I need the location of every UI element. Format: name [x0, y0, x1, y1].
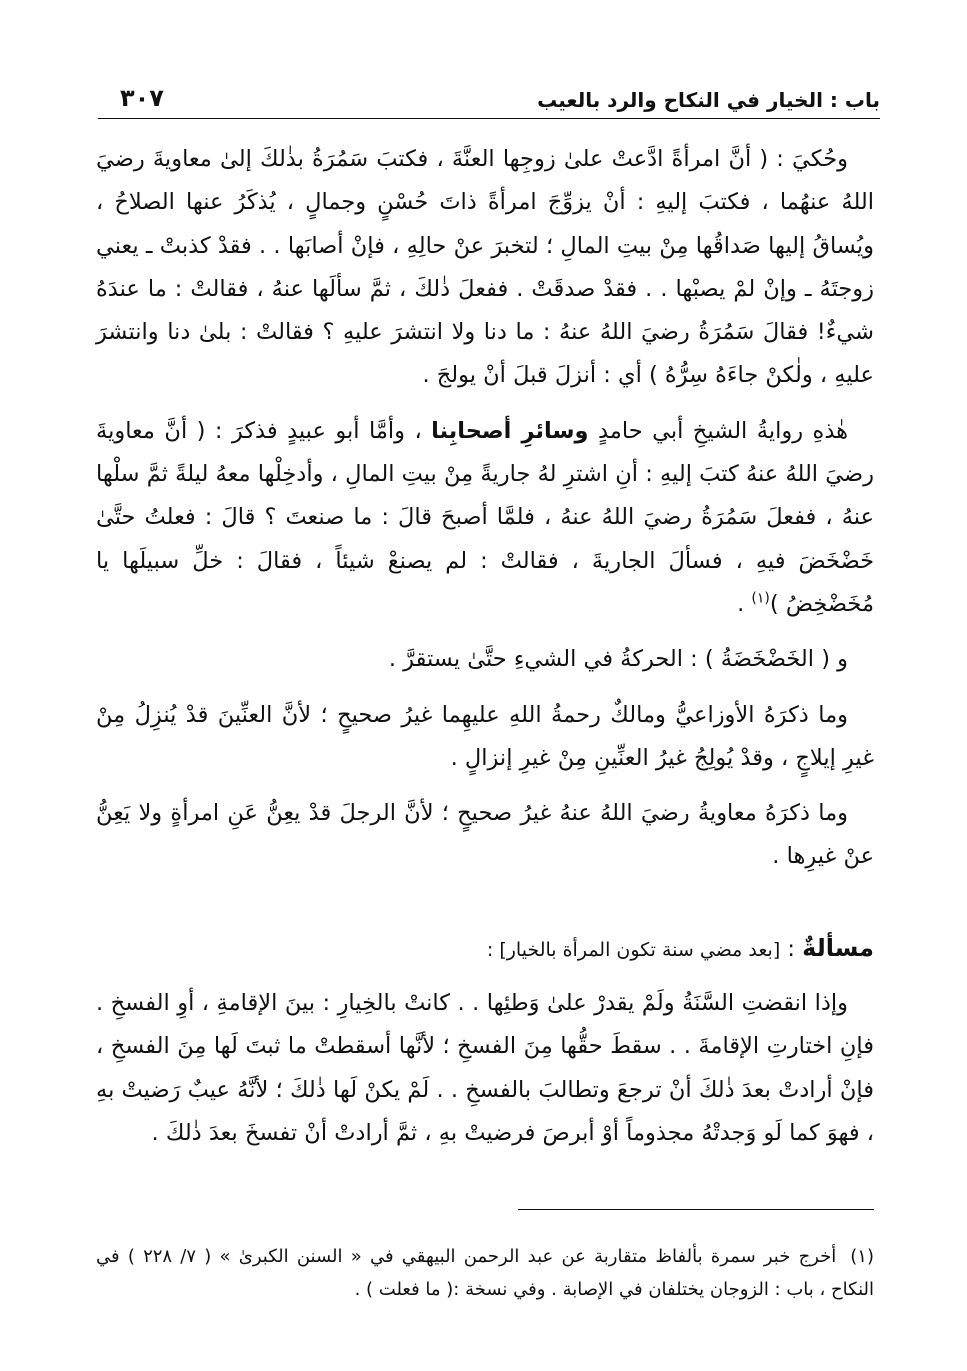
- riwaya-text-main: ، وأمَّا أبو عبيدٍ فذكرَ : ( أنَّ معاويةَ رضيَ اللهُ عنهُ كتبَ إليهِ : أنِ اشترِ لهُ جاريةً مِنْ بيتِ المالِ ، وأدخِلْها معهُ ليلةً ثمَّ سلْها عنهُ ، ففعلَ سَمُرَةُ رضيَ اللهُ عنهُ ، فلمَّا أصبحَ قالَ : ما صنعتَ ؟ قالَ : فعلتُ حتَّىٰ خَضْخَضَ فيهِ ، فسألَ الجاريةَ ، فقالتْ : لم يصنعْ شيئاً ، فقالَ : خلِّ سبيلَها يا مُخَضْخِضُ ): [96, 417, 874, 617]
- paragraph-hikaya: وحُكيَ : ( أنَّ امرأةً ادَّعتْ علىٰ زوجِها العنَّةَ ، فكتبَ سَمُرَةُ بذٰلكَ إلىٰ معاويةَ رضيَ اللهُ عنهُما ، فكتبَ إليهِ : أنْ يزوِّجَ امرأةً ذاتَ حُسْنٍ وجمالٍ ، يُذكَرُ عنها الصلاحُ ، ويُساقُ إليها صَداقُها مِنْ بيتِ المالِ ؛ لتخبرَ عنْ حالِهِ ، فإنْ أصابَها . . فقدْ كذبتْ ـ يعني زوجتَهُ ـ وإنْ لمْ يصبْها . . فقدْ صدقَتْ . ففعلَ ذٰلكَ ، ثمَّ سألَها عنهُ ، فقالتْ : ما عندَهُ شيءٌ! فقالَ سَمُرَةُ رضيَ اللهُ عنهُ : ما دنا ولا انتشرَ عليهِ ؟ فقالتْ : بلىٰ دنا وانتشرَ عليهِ ، ولٰكنْ جاءَهُ سِرُّهُ ) أي : أنزلَ قبلَ أنْ يولجَ .: [96, 146, 874, 389]
- paragraph-awzai: وما ذكرَهُ الأوزاعيُّ ومالكٌ رحمةُ اللهِ عليهِما غيرُ صحيحٍ ؛ لأنَّ العنِّينَ قدْ يُنزِلُ مِنْ غيرِ إيلاجٍ ، وقدْ يُولِجُ غيرُ العنِّينِ مِنْ غيرِ إنزالٍ .: [96, 701, 874, 771]
- main-text: [96, 138, 874, 1167]
- masala-title: [بعد مضي سنة تكون المرأة بالخيار] :: [486, 938, 781, 961]
- footnote-number: (١): [850, 1246, 874, 1267]
- footnote-divider: [518, 1209, 874, 1210]
- page-header: [98, 78, 880, 119]
- footnote-marker: (١): [751, 590, 770, 607]
- page-number: ٣٠٧: [120, 84, 164, 112]
- masala-separator: :: [780, 935, 803, 962]
- paragraph-khiyar: وإذا انقضتِ السَّنَةُ ولَمْ يقدرْ علىٰ وَطئِها . . كانتْ بالخِيارِ : بينَ الإقامةِ ، أوِ الفسخِ . فإنِ اختارتِ الإقامةَ . . سقطَ حقُّها مِنَ الفسخِ ؛ لأنَّها أسقطتْ ما ثبتَ لَها مِنَ الفسخِ ، فإنْ أرادتْ بعدَ ذٰلكَ أنْ ترجعَ وتطالبَ بالفسخِ . . لَمْ يكنْ لَها ذٰلكَ ؛ لأنَّهُ عيبٌ رَضيتْ بهِ ، فهوَ كما لَو وَجدتْهُ مجذوماً أوْ أبرصَ فرضيتْ بهِ ، ثمَّ أرادتْ أنْ تفسخَ بعدَ ذٰلكَ .: [96, 990, 874, 1146]
- riwaya-text-end: .: [737, 590, 752, 617]
- riwaya-bold-phrase: وسائرِ أصحابِنا: [431, 417, 589, 444]
- riwaya-text-start: هٰذهِ روايةُ الشيخِ أبي حامدٍ: [588, 417, 848, 444]
- masala-word: مسألةٌ: [802, 933, 874, 962]
- paragraph-riwaya: [96, 410, 874, 626]
- footnote: [96, 1240, 874, 1306]
- paragraph-khadkhada: و ( الخَضْخَضَةُ ) : الحركةُ في الشيءِ حتَّىٰ يستقرَّ .: [388, 646, 848, 673]
- paragraph-muawiya: وما ذكرَهُ معاويةُ رضيَ اللهُ عنهُ غيرُ صحيحٍ ؛ لأنَّ الرجلَ قدْ يعِنُّ عَنِ امرأةٍ ولا يَعِنُّ عنْ غيرِها .: [96, 800, 874, 870]
- running-title: باب : الخيار في النكاح والرد بالعيب: [537, 88, 880, 112]
- footnote-text: أخرج خبر سمرة بألفاظ متقاربة عن عبد الرحمن البيهقي في « السنن الكبرىٰ » ( ٧/ ٢٢٨ ) في النكاح ، باب : الزوجان يختلفان في الإصابة . وفي نسخة :( ما فعلت ) .: [96, 1246, 874, 1300]
- masala-heading: [96, 927, 874, 972]
